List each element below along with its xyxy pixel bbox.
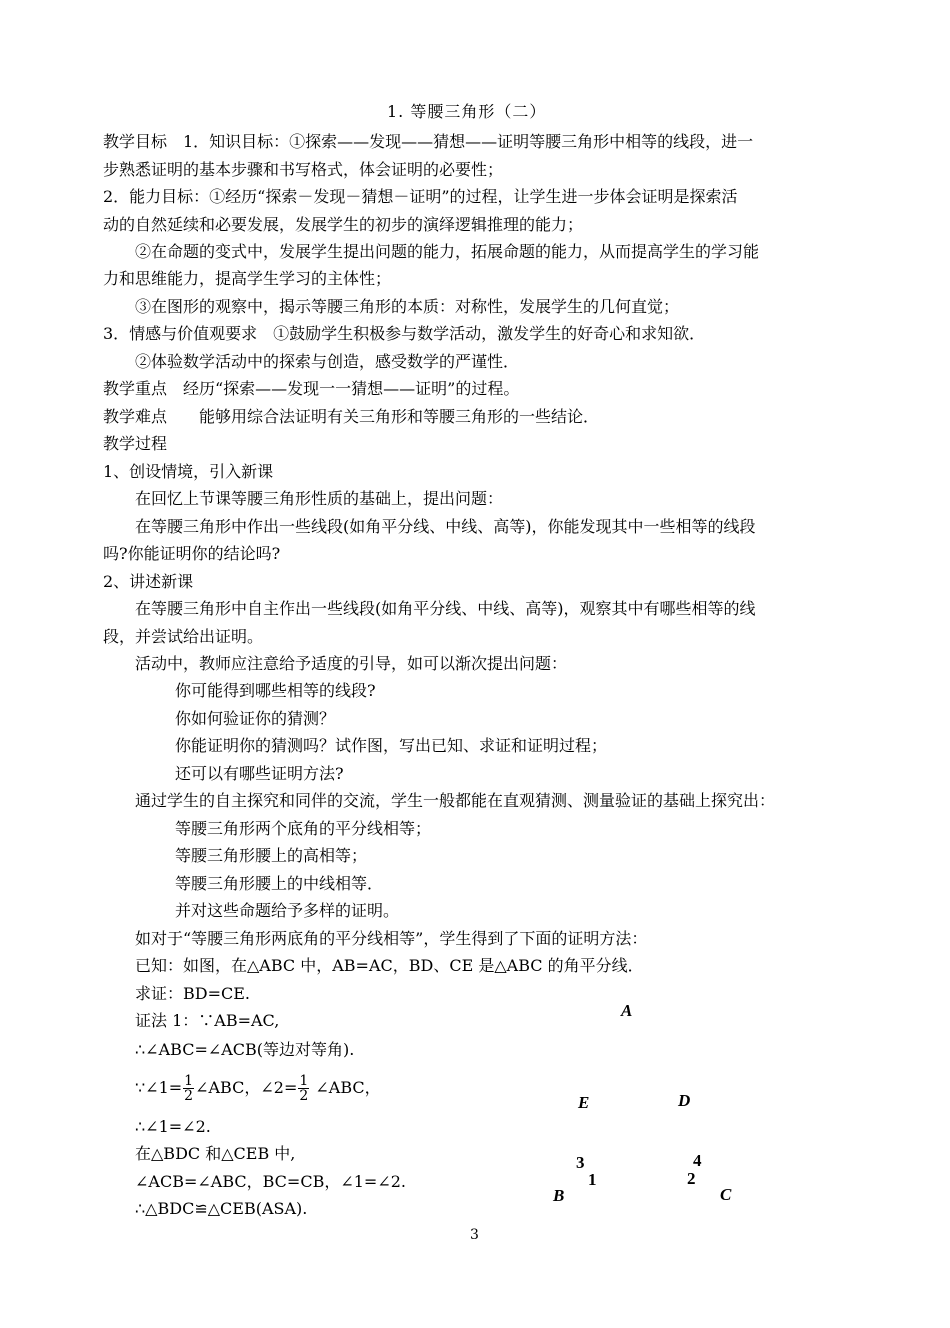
page-title: 1. 等腰三角形（二） xyxy=(387,102,547,121)
fraction-text: ∠ABC， xyxy=(310,1078,381,1097)
section-heading: 教学过程 xyxy=(103,434,168,453)
text-line: 在回忆上节课等腰三角形性质的基础上，提出问题： xyxy=(135,489,504,508)
text-line: 力和思维能力，提高学生学习的主体性； xyxy=(103,269,392,288)
angle-label-3: 3 xyxy=(576,1153,585,1172)
text-line: 动的自然延续和必要发展，发展学生的初步的演绎逻辑推理的能力； xyxy=(103,215,584,234)
angle-label-1: 1 xyxy=(588,1170,597,1189)
fraction-denominator: 2 xyxy=(299,1088,309,1104)
text-line: 教学重点 经历“探索——发现一一猜想——证明”的过程。 xyxy=(103,379,520,398)
text-line: 教学目标 1．知识目标：①探索——发现——猜想——证明等腰三角形中相等的线段，进一 xyxy=(103,132,754,151)
text-line: 2．能力目标：①经历“探索－发现－猜想－证明”的过程，让学生进一步体会证明是探索活 xyxy=(103,187,738,206)
fraction-half xyxy=(298,1074,309,1103)
text-line: 在等腰三角形中自主作出一些线段(如角平分线、中线、高等)，观察其中有哪些相等的线 xyxy=(135,599,756,618)
vertex-label-c: C xyxy=(720,1185,732,1204)
fraction-half xyxy=(183,1074,194,1103)
text-line: 你可能得到哪些相等的线段? xyxy=(175,681,376,700)
text-line: 等腰三角形腰上的高相等； xyxy=(175,846,368,865)
text-line: 段，并尝试给出证明。 xyxy=(103,627,264,646)
vertex-label-e: E xyxy=(578,1093,590,1112)
vertex-label-d: D xyxy=(678,1091,691,1110)
text-line: ②在命题的变式中，发展学生提出问题的能力，拓展命题的能力，从而提高学生的学习能 xyxy=(135,242,760,261)
fraction-text: ∠ABC，∠2= xyxy=(195,1078,298,1097)
vertex-label-b: B xyxy=(553,1186,565,1205)
section-heading: 1、创设情境，引入新课 xyxy=(103,462,274,481)
text-line: 还可以有哪些证明方法? xyxy=(175,764,344,783)
fraction-numerator: 1 xyxy=(299,1073,309,1089)
text-line: 如对于“等腰三角形两底角的平分线相等”，学生得到了下面的证明方法： xyxy=(135,929,648,948)
text-line: 求证：BD=CE. xyxy=(135,984,251,1003)
angle-label-4: 4 xyxy=(693,1151,702,1170)
fraction-line xyxy=(135,1074,381,1103)
fraction-numerator: 1 xyxy=(184,1073,194,1089)
text-line: 等腰三角形两个底角的平分线相等； xyxy=(175,819,432,838)
text-line: 在等腰三角形中作出一些线段(如角平分线、中线、高等)，你能发现其中一些相等的线段 xyxy=(135,517,756,536)
text-line: 在△BDC 和△CEB 中, xyxy=(135,1144,296,1163)
fraction-denominator: 2 xyxy=(184,1088,194,1104)
text-line: ②体验数学活动中的探索与创造，感受数学的严谨性． xyxy=(135,352,520,371)
text-line: ∠ACB=∠ABC，BC=CB，∠1=∠2. xyxy=(135,1172,406,1191)
text-line: 3．情感与价值观要求 ①鼓励学生积极参与数学活动，激发学生的好奇心和求知欲． xyxy=(103,324,706,343)
section-heading: 2、讲述新课 xyxy=(103,572,194,591)
text-line: 已知：如图，在△ABC 中，AB=AC，BD、CE 是△ABC 的角平分线． xyxy=(135,956,644,975)
text-line: 你能证明你的猜测吗？试作图，写出已知、求证和证明过程； xyxy=(175,736,608,755)
text-line: 证法 1：∵AB=AC, xyxy=(135,1011,280,1030)
text-line: ∴∠1=∠2. xyxy=(135,1117,211,1136)
text-line: 通过学生的自主探究和同伴的交流，学生一般都能在直观猜测、测量验证的基础上探究出： xyxy=(135,791,776,810)
page-number: 3 xyxy=(470,1227,479,1243)
text-line: ③在图形的观察中，揭示等腰三角形的本质：对称性，发展学生的几何直觉； xyxy=(135,297,680,316)
vertex-label-a: A xyxy=(621,1001,633,1020)
text-line: 等腰三角形腰上的中线相等． xyxy=(175,874,384,893)
text-line: 教学难点 能够用综合法证明有关三角形和等腰三角形的一些结论． xyxy=(103,407,600,426)
angle-label-2: 2 xyxy=(687,1169,696,1188)
text-line: 并对这些命题给予多样的证明。 xyxy=(175,901,400,920)
text-line: 活动中，教师应注意给予适度的引导，如可以渐次提出问题： xyxy=(135,654,568,673)
text-line: 步熟悉证明的基本步骤和书写格式，体会证明的必要性； xyxy=(103,160,504,179)
fraction-text: ∵∠1= xyxy=(135,1078,183,1097)
text-line: 你如何验证你的猜测？ xyxy=(175,709,336,728)
text-line: ∴∠ABC=∠ACB(等边对等角). xyxy=(135,1040,355,1059)
text-line: ∴△BDC≌△CEB(ASA). xyxy=(135,1199,308,1218)
text-line: 吗?你能证明你的结论吗? xyxy=(103,544,281,563)
